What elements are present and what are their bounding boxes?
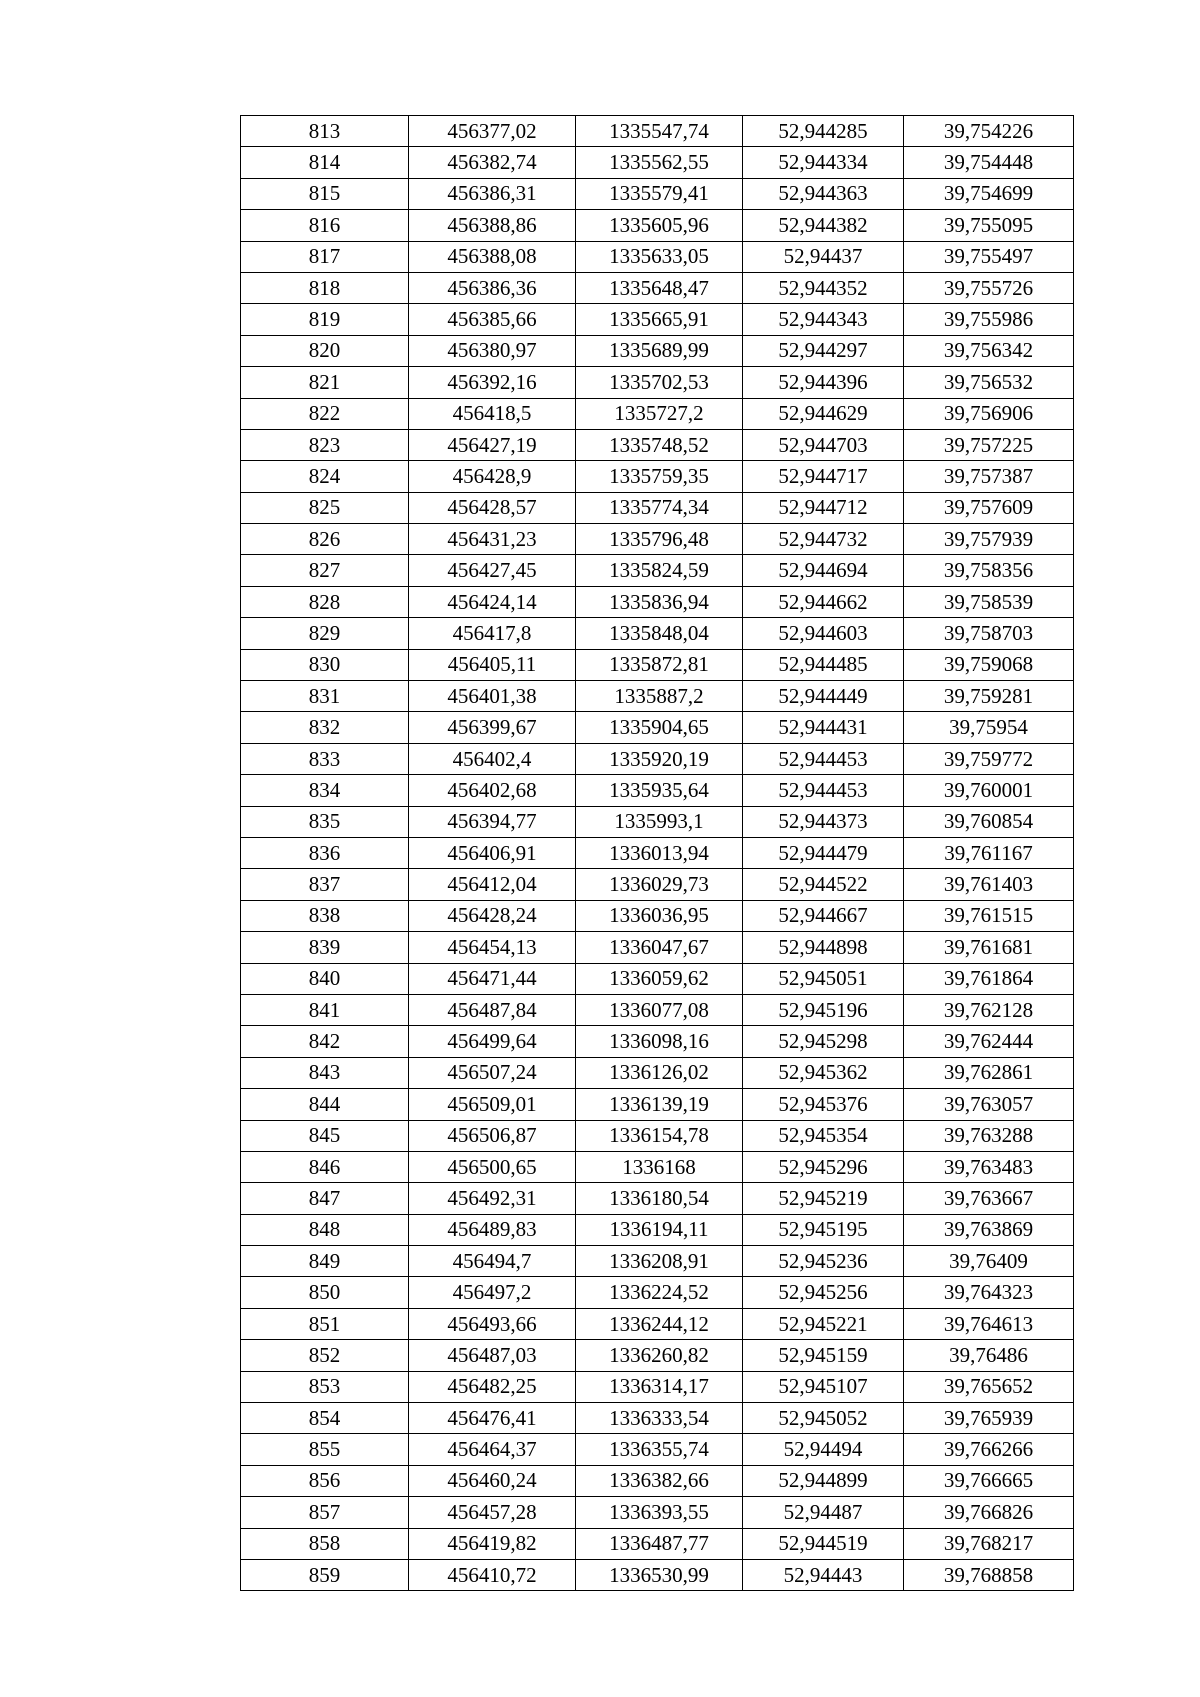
y-coordinate-cell: 1336077,08 — [576, 994, 743, 1025]
x-coordinate-cell: 456457,28 — [409, 1497, 576, 1528]
point-number-cell: 819 — [241, 304, 409, 335]
y-coordinate-cell: 1336382,66 — [576, 1465, 743, 1496]
x-coordinate-cell: 456394,77 — [409, 806, 576, 837]
x-coordinate-cell: 456392,16 — [409, 367, 576, 398]
point-number-cell: 817 — [241, 241, 409, 272]
y-coordinate-cell: 1335702,53 — [576, 367, 743, 398]
point-number-cell: 843 — [241, 1057, 409, 1088]
x-coordinate-cell: 456428,24 — [409, 900, 576, 931]
longitude-cell: 39,757387 — [904, 461, 1074, 492]
y-coordinate-cell: 1336098,16 — [576, 1026, 743, 1057]
longitude-cell: 39,754226 — [904, 116, 1074, 147]
table-row — [241, 1434, 1074, 1465]
longitude-cell: 39,761167 — [904, 837, 1074, 868]
latitude-cell: 52,945196 — [743, 994, 904, 1025]
x-coordinate-cell: 456399,67 — [409, 712, 576, 743]
y-coordinate-cell: 1336314,17 — [576, 1371, 743, 1402]
x-coordinate-cell: 456476,41 — [409, 1403, 576, 1434]
x-coordinate-cell: 456401,38 — [409, 681, 576, 712]
x-coordinate-cell: 456489,83 — [409, 1214, 576, 1245]
table-row — [241, 1214, 1074, 1245]
latitude-cell: 52,944522 — [743, 869, 904, 900]
x-coordinate-cell: 456454,13 — [409, 932, 576, 963]
latitude-cell: 52,945052 — [743, 1403, 904, 1434]
x-coordinate-cell: 456464,37 — [409, 1434, 576, 1465]
y-coordinate-cell: 1335562,55 — [576, 147, 743, 178]
latitude-cell: 52,944334 — [743, 147, 904, 178]
longitude-cell: 39,758356 — [904, 555, 1074, 586]
latitude-cell: 52,94437 — [743, 241, 904, 272]
latitude-cell: 52,945354 — [743, 1120, 904, 1151]
latitude-cell: 52,944667 — [743, 900, 904, 931]
y-coordinate-cell: 1335648,47 — [576, 272, 743, 303]
y-coordinate-cell: 1336047,67 — [576, 932, 743, 963]
point-number-cell: 829 — [241, 618, 409, 649]
table-row — [241, 618, 1074, 649]
latitude-cell: 52,945296 — [743, 1151, 904, 1182]
table-row — [241, 429, 1074, 460]
x-coordinate-cell: 456431,23 — [409, 524, 576, 555]
latitude-cell: 52,944899 — [743, 1465, 904, 1496]
y-coordinate-cell: 1336393,55 — [576, 1497, 743, 1528]
longitude-cell: 39,761403 — [904, 869, 1074, 900]
table-row — [241, 932, 1074, 963]
longitude-cell: 39,762861 — [904, 1057, 1074, 1088]
point-number-cell: 837 — [241, 869, 409, 900]
y-coordinate-cell: 1335665,91 — [576, 304, 743, 335]
longitude-cell: 39,764613 — [904, 1308, 1074, 1339]
latitude-cell: 52,945236 — [743, 1246, 904, 1277]
longitude-cell: 39,755095 — [904, 210, 1074, 241]
y-coordinate-cell: 1336530,99 — [576, 1559, 743, 1590]
latitude-cell: 52,944603 — [743, 618, 904, 649]
y-coordinate-cell: 1336013,94 — [576, 837, 743, 868]
x-coordinate-cell: 456427,45 — [409, 555, 576, 586]
point-number-cell: 815 — [241, 178, 409, 209]
longitude-cell: 39,766665 — [904, 1465, 1074, 1496]
x-coordinate-cell: 456419,82 — [409, 1528, 576, 1559]
latitude-cell: 52,944431 — [743, 712, 904, 743]
point-number-cell: 844 — [241, 1089, 409, 1120]
y-coordinate-cell: 1335796,48 — [576, 524, 743, 555]
y-coordinate-cell: 1335993,1 — [576, 806, 743, 837]
latitude-cell: 52,944449 — [743, 681, 904, 712]
longitude-cell: 39,766826 — [904, 1497, 1074, 1528]
longitude-cell: 39,765939 — [904, 1403, 1074, 1434]
latitude-cell: 52,945219 — [743, 1183, 904, 1214]
table-row — [241, 367, 1074, 398]
longitude-cell: 39,768858 — [904, 1559, 1074, 1590]
point-number-cell: 822 — [241, 398, 409, 429]
x-coordinate-cell: 456406,91 — [409, 837, 576, 868]
point-number-cell: 842 — [241, 1026, 409, 1057]
point-number-cell: 856 — [241, 1465, 409, 1496]
point-number-cell: 821 — [241, 367, 409, 398]
y-coordinate-cell: 1335579,41 — [576, 178, 743, 209]
longitude-cell: 39,762128 — [904, 994, 1074, 1025]
coordinates-table — [240, 115, 1074, 1591]
x-coordinate-cell: 456499,64 — [409, 1026, 576, 1057]
longitude-cell: 39,763869 — [904, 1214, 1074, 1245]
longitude-cell: 39,758539 — [904, 586, 1074, 617]
longitude-cell: 39,759772 — [904, 743, 1074, 774]
y-coordinate-cell: 1336208,91 — [576, 1246, 743, 1277]
y-coordinate-cell: 1336059,62 — [576, 963, 743, 994]
table-row — [241, 210, 1074, 241]
point-number-cell: 832 — [241, 712, 409, 743]
table-row — [241, 712, 1074, 743]
table-row — [241, 116, 1074, 147]
y-coordinate-cell: 1335689,99 — [576, 335, 743, 366]
point-number-cell: 838 — [241, 900, 409, 931]
table-row — [241, 1151, 1074, 1182]
y-coordinate-cell: 1336180,54 — [576, 1183, 743, 1214]
table-row — [241, 272, 1074, 303]
latitude-cell: 52,945107 — [743, 1371, 904, 1402]
table-row — [241, 775, 1074, 806]
longitude-cell: 39,758703 — [904, 618, 1074, 649]
latitude-cell: 52,944629 — [743, 398, 904, 429]
x-coordinate-cell: 456494,7 — [409, 1246, 576, 1277]
point-number-cell: 841 — [241, 994, 409, 1025]
longitude-cell: 39,756342 — [904, 335, 1074, 366]
point-number-cell: 858 — [241, 1528, 409, 1559]
y-coordinate-cell: 1336036,95 — [576, 900, 743, 931]
table-row — [241, 1308, 1074, 1339]
x-coordinate-cell: 456493,66 — [409, 1308, 576, 1339]
x-coordinate-cell: 456428,9 — [409, 461, 576, 492]
latitude-cell: 52,94443 — [743, 1559, 904, 1590]
table-row — [241, 1465, 1074, 1496]
table-row — [241, 1497, 1074, 1528]
longitude-cell: 39,755726 — [904, 272, 1074, 303]
y-coordinate-cell: 1335824,59 — [576, 555, 743, 586]
coordinates-table-body — [241, 116, 1074, 1591]
latitude-cell: 52,944343 — [743, 304, 904, 335]
point-number-cell: 840 — [241, 963, 409, 994]
latitude-cell: 52,944703 — [743, 429, 904, 460]
x-coordinate-cell: 456417,8 — [409, 618, 576, 649]
table-row — [241, 461, 1074, 492]
latitude-cell: 52,94494 — [743, 1434, 904, 1465]
latitude-cell: 52,944363 — [743, 178, 904, 209]
point-number-cell: 816 — [241, 210, 409, 241]
latitude-cell: 52,945195 — [743, 1214, 904, 1245]
point-number-cell: 855 — [241, 1434, 409, 1465]
table-row — [241, 398, 1074, 429]
point-number-cell: 828 — [241, 586, 409, 617]
table-row — [241, 1026, 1074, 1057]
point-number-cell: 849 — [241, 1246, 409, 1277]
table-row — [241, 1559, 1074, 1590]
y-coordinate-cell: 1335935,64 — [576, 775, 743, 806]
x-coordinate-cell: 456388,08 — [409, 241, 576, 272]
table-row — [241, 1371, 1074, 1402]
point-number-cell: 827 — [241, 555, 409, 586]
point-number-cell: 825 — [241, 492, 409, 523]
longitude-cell: 39,768217 — [904, 1528, 1074, 1559]
longitude-cell: 39,760001 — [904, 775, 1074, 806]
latitude-cell: 52,944694 — [743, 555, 904, 586]
longitude-cell: 39,756532 — [904, 367, 1074, 398]
y-coordinate-cell: 1335848,04 — [576, 618, 743, 649]
point-number-cell: 850 — [241, 1277, 409, 1308]
y-coordinate-cell: 1335904,65 — [576, 712, 743, 743]
y-coordinate-cell: 1335920,19 — [576, 743, 743, 774]
longitude-cell: 39,759068 — [904, 649, 1074, 680]
latitude-cell: 52,944712 — [743, 492, 904, 523]
y-coordinate-cell: 1336126,02 — [576, 1057, 743, 1088]
y-coordinate-cell: 1336154,78 — [576, 1120, 743, 1151]
longitude-cell: 39,763057 — [904, 1089, 1074, 1120]
longitude-cell: 39,763483 — [904, 1151, 1074, 1182]
point-number-cell: 854 — [241, 1403, 409, 1434]
table-row — [241, 649, 1074, 680]
latitude-cell: 52,944717 — [743, 461, 904, 492]
latitude-cell: 52,944485 — [743, 649, 904, 680]
y-coordinate-cell: 1336029,73 — [576, 869, 743, 900]
point-number-cell: 834 — [241, 775, 409, 806]
latitude-cell: 52,94487 — [743, 1497, 904, 1528]
latitude-cell: 52,944396 — [743, 367, 904, 398]
table-row — [241, 743, 1074, 774]
y-coordinate-cell: 1336487,77 — [576, 1528, 743, 1559]
longitude-cell: 39,762444 — [904, 1026, 1074, 1057]
y-coordinate-cell: 1335633,05 — [576, 241, 743, 272]
table-row — [241, 900, 1074, 931]
x-coordinate-cell: 456412,04 — [409, 869, 576, 900]
table-row — [241, 806, 1074, 837]
x-coordinate-cell: 456424,14 — [409, 586, 576, 617]
x-coordinate-cell: 456377,02 — [409, 116, 576, 147]
y-coordinate-cell: 1335887,2 — [576, 681, 743, 712]
table-row — [241, 555, 1074, 586]
x-coordinate-cell: 456380,97 — [409, 335, 576, 366]
longitude-cell: 39,757609 — [904, 492, 1074, 523]
table-row — [241, 1183, 1074, 1214]
table-row — [241, 1057, 1074, 1088]
x-coordinate-cell: 456427,19 — [409, 429, 576, 460]
x-coordinate-cell: 456402,4 — [409, 743, 576, 774]
point-number-cell: 836 — [241, 837, 409, 868]
y-coordinate-cell: 1335748,52 — [576, 429, 743, 460]
point-number-cell: 852 — [241, 1340, 409, 1371]
table-row — [241, 1403, 1074, 1434]
table-row — [241, 524, 1074, 555]
longitude-cell: 39,75954 — [904, 712, 1074, 743]
y-coordinate-cell: 1336168 — [576, 1151, 743, 1182]
longitude-cell: 39,763288 — [904, 1120, 1074, 1151]
longitude-cell: 39,755986 — [904, 304, 1074, 335]
table-row — [241, 1340, 1074, 1371]
longitude-cell: 39,757939 — [904, 524, 1074, 555]
y-coordinate-cell: 1336260,82 — [576, 1340, 743, 1371]
point-number-cell: 826 — [241, 524, 409, 555]
table-row — [241, 837, 1074, 868]
longitude-cell: 39,761515 — [904, 900, 1074, 931]
table-row — [241, 335, 1074, 366]
table-row — [241, 304, 1074, 335]
latitude-cell: 52,945159 — [743, 1340, 904, 1371]
longitude-cell: 39,761864 — [904, 963, 1074, 994]
point-number-cell: 859 — [241, 1559, 409, 1590]
x-coordinate-cell: 456385,66 — [409, 304, 576, 335]
longitude-cell: 39,764323 — [904, 1277, 1074, 1308]
point-number-cell: 848 — [241, 1214, 409, 1245]
y-coordinate-cell: 1335872,81 — [576, 649, 743, 680]
point-number-cell: 814 — [241, 147, 409, 178]
longitude-cell: 39,763667 — [904, 1183, 1074, 1214]
longitude-cell: 39,759281 — [904, 681, 1074, 712]
x-coordinate-cell: 456410,72 — [409, 1559, 576, 1590]
longitude-cell: 39,754448 — [904, 147, 1074, 178]
x-coordinate-cell: 456492,31 — [409, 1183, 576, 1214]
point-number-cell: 839 — [241, 932, 409, 963]
point-number-cell: 818 — [241, 272, 409, 303]
table-row — [241, 1277, 1074, 1308]
latitude-cell: 52,945221 — [743, 1308, 904, 1339]
y-coordinate-cell: 1335836,94 — [576, 586, 743, 617]
latitude-cell: 52,944479 — [743, 837, 904, 868]
table-row — [241, 1089, 1074, 1120]
longitude-cell: 39,757225 — [904, 429, 1074, 460]
latitude-cell: 52,944662 — [743, 586, 904, 617]
point-number-cell: 813 — [241, 116, 409, 147]
longitude-cell: 39,76486 — [904, 1340, 1074, 1371]
x-coordinate-cell: 456509,01 — [409, 1089, 576, 1120]
x-coordinate-cell: 456507,24 — [409, 1057, 576, 1088]
table-row — [241, 178, 1074, 209]
point-number-cell: 824 — [241, 461, 409, 492]
point-number-cell: 851 — [241, 1308, 409, 1339]
point-number-cell: 853 — [241, 1371, 409, 1402]
y-coordinate-cell: 1336333,54 — [576, 1403, 743, 1434]
latitude-cell: 52,944732 — [743, 524, 904, 555]
longitude-cell: 39,754699 — [904, 178, 1074, 209]
latitude-cell: 52,945376 — [743, 1089, 904, 1120]
point-number-cell: 823 — [241, 429, 409, 460]
x-coordinate-cell: 456471,44 — [409, 963, 576, 994]
point-number-cell: 831 — [241, 681, 409, 712]
x-coordinate-cell: 456402,68 — [409, 775, 576, 806]
y-coordinate-cell: 1335759,35 — [576, 461, 743, 492]
point-number-cell: 833 — [241, 743, 409, 774]
point-number-cell: 835 — [241, 806, 409, 837]
table-row — [241, 1120, 1074, 1151]
y-coordinate-cell: 1336224,52 — [576, 1277, 743, 1308]
latitude-cell: 52,945298 — [743, 1026, 904, 1057]
latitude-cell: 52,945362 — [743, 1057, 904, 1088]
table-row — [241, 241, 1074, 272]
point-number-cell: 845 — [241, 1120, 409, 1151]
x-coordinate-cell: 456487,84 — [409, 994, 576, 1025]
table-row — [241, 963, 1074, 994]
longitude-cell: 39,760854 — [904, 806, 1074, 837]
latitude-cell: 52,944285 — [743, 116, 904, 147]
table-row — [241, 492, 1074, 523]
y-coordinate-cell: 1335774,34 — [576, 492, 743, 523]
longitude-cell: 39,76409 — [904, 1246, 1074, 1277]
latitude-cell: 52,944519 — [743, 1528, 904, 1559]
y-coordinate-cell: 1335547,74 — [576, 116, 743, 147]
x-coordinate-cell: 456460,24 — [409, 1465, 576, 1496]
point-number-cell: 820 — [241, 335, 409, 366]
table-row — [241, 994, 1074, 1025]
y-coordinate-cell: 1335727,2 — [576, 398, 743, 429]
latitude-cell: 52,944453 — [743, 775, 904, 806]
latitude-cell: 52,944453 — [743, 743, 904, 774]
x-coordinate-cell: 456388,86 — [409, 210, 576, 241]
longitude-cell: 39,756906 — [904, 398, 1074, 429]
longitude-cell: 39,755497 — [904, 241, 1074, 272]
x-coordinate-cell: 456418,5 — [409, 398, 576, 429]
x-coordinate-cell: 456386,31 — [409, 178, 576, 209]
y-coordinate-cell: 1335605,96 — [576, 210, 743, 241]
table-row — [241, 681, 1074, 712]
point-number-cell: 846 — [241, 1151, 409, 1182]
latitude-cell: 52,944382 — [743, 210, 904, 241]
longitude-cell: 39,761681 — [904, 932, 1074, 963]
point-number-cell: 847 — [241, 1183, 409, 1214]
table-row — [241, 586, 1074, 617]
x-coordinate-cell: 456506,87 — [409, 1120, 576, 1151]
x-coordinate-cell: 456428,57 — [409, 492, 576, 523]
table-row — [241, 1246, 1074, 1277]
y-coordinate-cell: 1336355,74 — [576, 1434, 743, 1465]
x-coordinate-cell: 456500,65 — [409, 1151, 576, 1182]
y-coordinate-cell: 1336139,19 — [576, 1089, 743, 1120]
latitude-cell: 52,945256 — [743, 1277, 904, 1308]
latitude-cell: 52,944297 — [743, 335, 904, 366]
point-number-cell: 857 — [241, 1497, 409, 1528]
x-coordinate-cell: 456482,25 — [409, 1371, 576, 1402]
x-coordinate-cell: 456497,2 — [409, 1277, 576, 1308]
x-coordinate-cell: 456487,03 — [409, 1340, 576, 1371]
longitude-cell: 39,765652 — [904, 1371, 1074, 1402]
latitude-cell: 52,944352 — [743, 272, 904, 303]
latitude-cell: 52,944373 — [743, 806, 904, 837]
latitude-cell: 52,944898 — [743, 932, 904, 963]
table-row — [241, 869, 1074, 900]
table-row — [241, 1528, 1074, 1559]
point-number-cell: 830 — [241, 649, 409, 680]
y-coordinate-cell: 1336194,11 — [576, 1214, 743, 1245]
table-row — [241, 147, 1074, 178]
x-coordinate-cell: 456386,36 — [409, 272, 576, 303]
x-coordinate-cell: 456405,11 — [409, 649, 576, 680]
latitude-cell: 52,945051 — [743, 963, 904, 994]
y-coordinate-cell: 1336244,12 — [576, 1308, 743, 1339]
longitude-cell: 39,766266 — [904, 1434, 1074, 1465]
x-coordinate-cell: 456382,74 — [409, 147, 576, 178]
